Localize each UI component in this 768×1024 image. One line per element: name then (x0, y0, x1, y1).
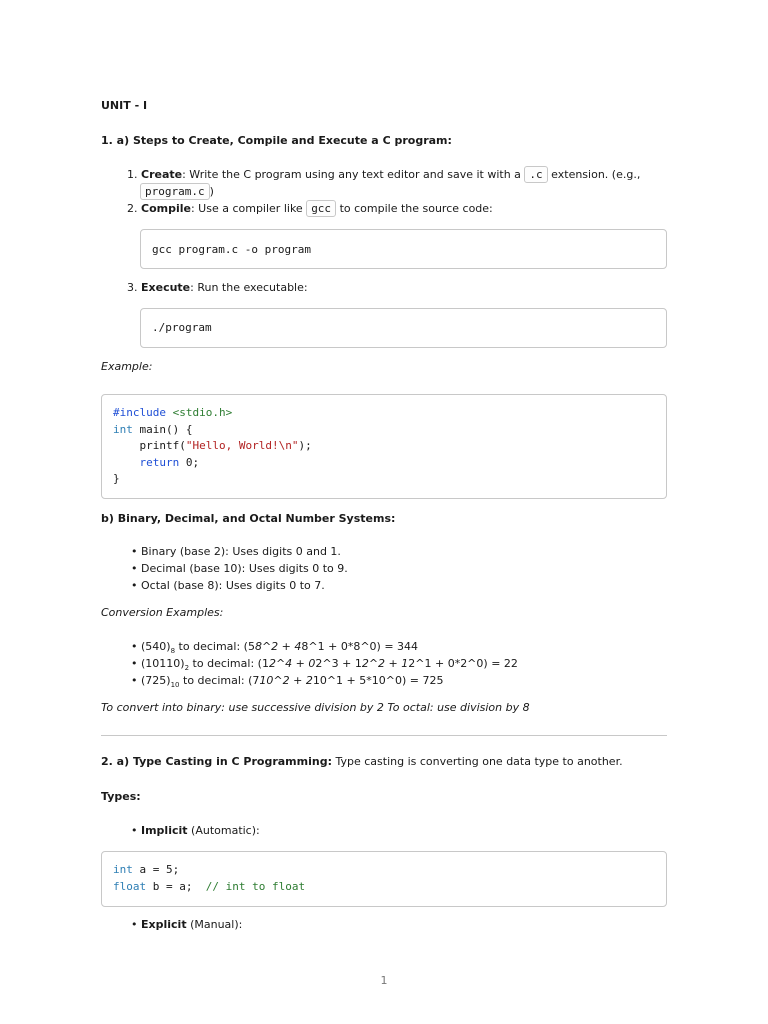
run-command-block: ./program (140, 308, 667, 348)
list-item: • Implicit (Automatic): (131, 824, 260, 837)
list-item: • Octal (base 8): Uses digits 0 to 7. (131, 579, 325, 592)
compile-command-block: gcc program.c -o program (140, 229, 667, 269)
unit-title: UNIT - I (101, 99, 148, 112)
list-item: • $(725)_{10}$ to decimal: (710^2 + 210^1 + 5*10^0) = 725 (131, 674, 444, 690)
step-3: 3. Execute: Run the executable: (127, 281, 308, 294)
inline-code-filename: program.c (140, 183, 210, 200)
inline-code-ext: .c (524, 166, 547, 183)
list-item: • Binary (base 2): Uses digits 0 and 1. (131, 545, 341, 558)
section-divider (101, 735, 667, 736)
step-3-label: Execute (141, 281, 191, 294)
page-number: 1 (380, 974, 388, 987)
step-2-label: Compile (141, 202, 191, 215)
example-label: Example: (101, 360, 153, 373)
types-label: Types: (101, 790, 141, 803)
q2a-heading: 2. a) Type Casting in C Programming: Type casting is converting one data type to another. (101, 755, 623, 768)
list-item: • $(10110)_2$ to decimal: (12^4 + 02^3 + 12^2 + 12^1 + 0*2^0) = 22 (131, 657, 518, 673)
list-item: • Explicit (Manual): (131, 918, 243, 931)
step-1-label: Create (141, 168, 183, 181)
list-item: • Decimal (base 10): Uses digits 0 to 9. (131, 562, 348, 575)
example-code-block: #include <stdio.h> int main() { printf("Hello, World!\n"); return 0; } (101, 394, 667, 499)
implicit-code-block: int a = 5; float b = a; // int to float (101, 851, 667, 907)
step-1-cont: program.c ) (140, 185, 214, 198)
q1a-heading: 1. a) Steps to Create, Compile and Execute a C program: (101, 134, 452, 147)
conversion-label: Conversion Examples: (101, 606, 224, 619)
list-item: • $(540)_8$ to decimal: (58^2 + 48^1 + 0*8^0) = 344 (131, 640, 419, 656)
step-1: 1. Create: Write the C program using any text editor and save it with a .c extension. (e.g., (127, 168, 641, 181)
inline-code-gcc: gcc (306, 200, 336, 217)
conversion-note: To convert into binary: use successive division by 2 To octal: use division by 8 (101, 701, 530, 714)
q1b-heading: b) Binary, Decimal, and Octal Number Systems: (101, 512, 396, 525)
step-2: 2. Compile: Use a compiler like gcc to compile the source code: (127, 202, 493, 215)
